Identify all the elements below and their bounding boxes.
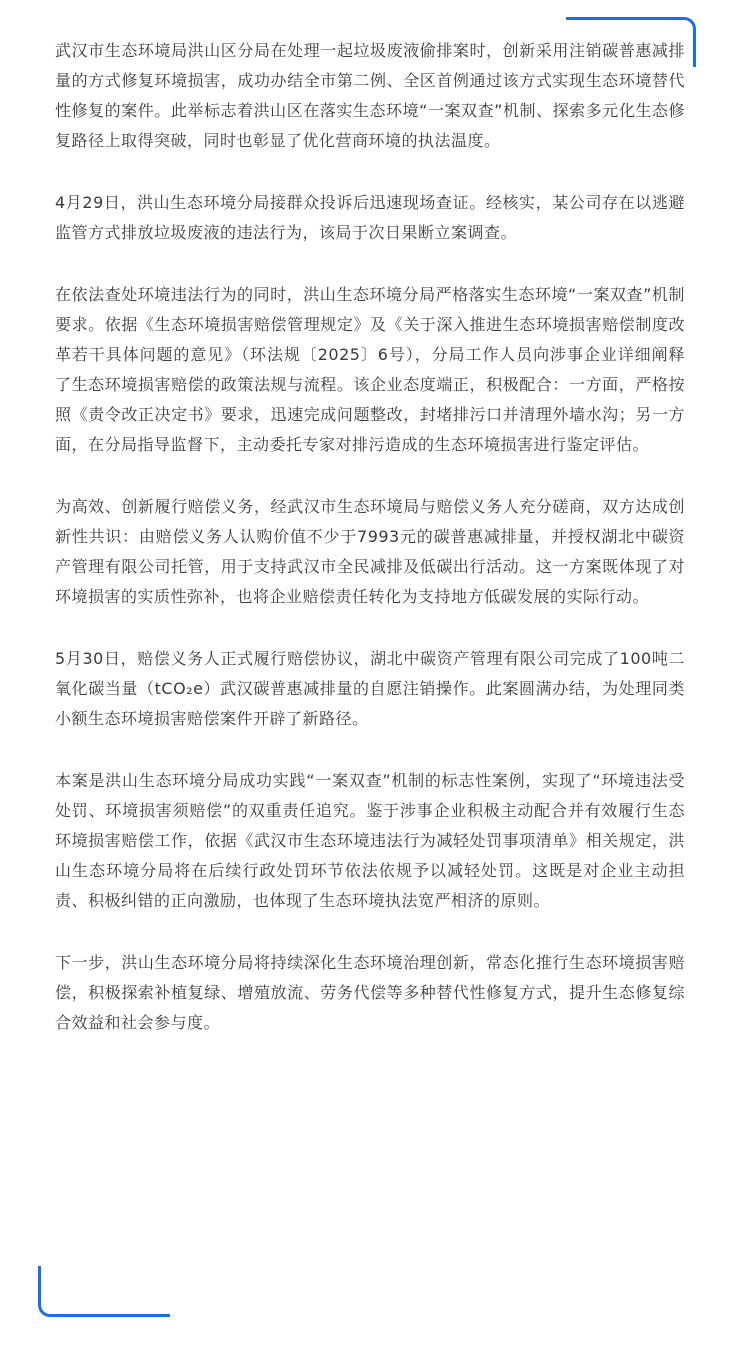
- article-paragraph-6: 本案是洪山生态环境分局成功实践“一案双查”机制的标志性案例，实现了“环境违法受处罚、环境损害须赔偿”的双重责任追究。鉴于涉事企业积极主动配合并有效履行生态环境损害赔偿工作，依据《武汉市生态环境违法行为减轻处罚事项清单》相关规定，洪山生态环境分局将在后续行政处罚环节依法依规予以减轻处罚。这既是对企业主动担责、积极纠错的正向激励，也体现了生态环境执法宽严相济的原则。: [55, 771, 685, 910]
- article-paragraph-7: 下一步，洪山生态环境分局将持续深化生态环境治理创新，常态化推行生态环境损害赔偿，积极探索补植复绿、增殖放流、劳务代偿等多种替代性修复方式，提升生态修复综合效益和社会参与度。: [55, 953, 685, 1032]
- article-paragraph-3: 在依法查处环境违法行为的同时，洪山生态环境分局严格落实生态环境“一案双查”机制要求。依据《生态环境损害赔偿管理规定》及《关于深入推进生态环境损害赔偿制度改革若干具体问题的意见》（环法规〔2025〕6号），分局工作人员向涉事企业详细阐释了生态环境损害赔偿的政策法规与流程。该企业态度端正，积极配合：一方面，严格按照《责令改正决定书》要求，迅速完成问题整改，封堵排污口并清理外墙水沟；另一方面，在分局指导监督下，主动委托专家对排污造成的生态环境损害进行鉴定评估。: [55, 285, 685, 454]
- article-paragraph-2: 4月29日，洪山生态环境分局接群众投诉后迅速现场查证。经核实，某公司存在以逃避监管方式排放垃圾废液的违法行为，该局于次日果断立案调查。: [55, 193, 685, 242]
- article-paragraph-4: 为高效、创新履行赔偿义务，经武汉市生态环境局与赔偿义务人充分磋商，双方达成创新性共识：由赔偿义务人认购价值不少于7993元的碳普惠减排量，并授权湖北中碳资产管理有限公司托管，用于支持武汉市全民减排及低碳出行活动。这一方案既体现了对环境损害的实质性弥补，也将企业赔偿责任转化为支持地方低碳发展的实际行动。: [55, 497, 685, 606]
- article-paragraph-5: 5月30日，赔偿义务人正式履行赔偿协议，湖北中碳资产管理有限公司完成了100吨二氧化碳当量（tCO₂e）武汉碳普惠减排量的自愿注销操作。此案圆满办结，为处理同类小额生态环境损害赔偿案件开辟了新路径。: [55, 649, 685, 728]
- article-body: [55, 36, 685, 1070]
- article-paragraph-1: 武汉市生态环境局洪山区分局在处理一起垃圾废液偷排案时，创新采用注销碳普惠减排量的方式修复环境损害，成功办结全市第二例、全区首例通过该方式实现生态环境替代性修复的案件。此举标志着洪山区在落实生态环境“一案双查”机制、探索多元化生态修复路径上取得突破，同时也彰显了优化营商环境的执法温度。: [55, 41, 685, 150]
- bottom-left-corner-decoration: [38, 1266, 170, 1317]
